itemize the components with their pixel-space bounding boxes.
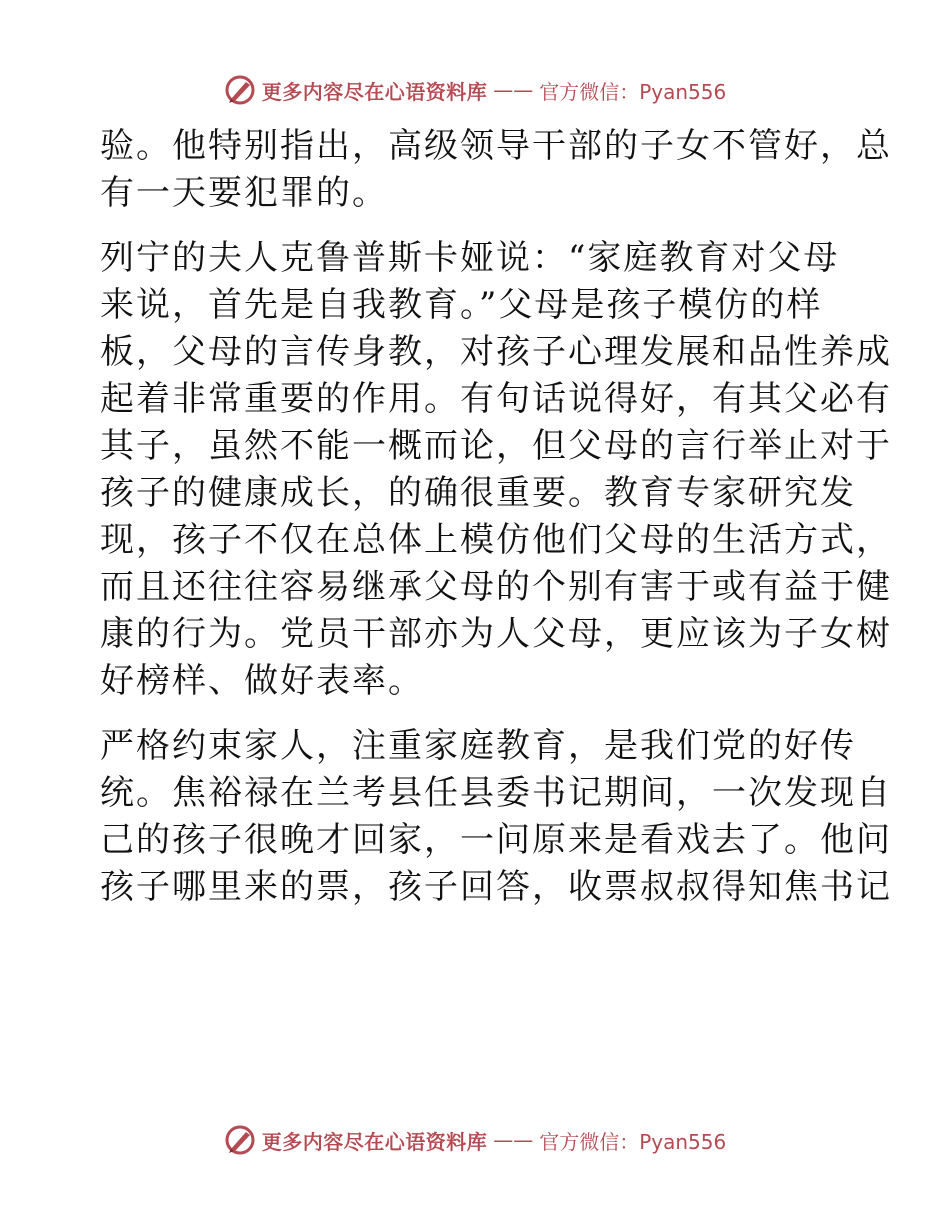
paragraph-1 — [100, 123, 892, 217]
text-line: 现，孩子不仅在总体上模仿他们父母的生活方式， — [100, 520, 892, 560]
text-line: 严格约束家人，注重家庭教育，是我们党的好传 — [100, 726, 856, 766]
paragraph-2 — [100, 235, 892, 705]
text-line: 验。他特别指出，高级领导干部的子女不管好，总 — [100, 126, 892, 166]
pen-logo-icon — [224, 74, 256, 106]
paragraph-3 — [100, 723, 892, 911]
document-body — [100, 123, 892, 929]
text-line: 孩子的健康成长，的确很重要。教育专家研究发 — [100, 473, 856, 513]
text-line: 来说，首先是自我教育。”父母是孩子模仿的样 — [100, 285, 823, 325]
text-line: 而且还往往容易继承父母的个别有害于或有益于健 — [100, 567, 892, 607]
text-line: 统。焦裕禄在兰考县任县委书记期间，一次发现自 — [100, 773, 892, 813]
header-wechat: 官方微信：Pyan556 — [539, 79, 727, 104]
footer-slogan: 更多内容尽在心语资料库 — [261, 1129, 488, 1154]
header-slogan: 更多内容尽在心语资料库 — [261, 79, 488, 104]
header-banner — [0, 70, 950, 110]
text-line: 有一天要犯罪的。 — [100, 173, 388, 213]
text-line: 其子，虽然不能一概而论，但父母的言行举止对于 — [100, 426, 892, 466]
text-line: 己的孩子很晚才回家，一问原来是看戏去了。他问 — [100, 820, 892, 860]
footer-separator: —— — [493, 1128, 534, 1152]
text-line: 起着非常重要的作用。有句话说得好，有其父必有 — [100, 379, 892, 419]
text-line: 板，父母的言传身教，对孩子心理发展和品性养成 — [100, 332, 892, 372]
text-line: 孩子哪里来的票，孩子回答，收票叔叔得知焦书记 — [100, 867, 892, 907]
text-line: 康的行为。党员干部亦为人父母，更应该为子女树 — [100, 614, 892, 654]
pen-logo-icon — [224, 1124, 256, 1156]
header-separator: —— — [493, 78, 534, 102]
text-line: 列宁的夫人克鲁普斯卡娅说：“家庭教育对父母 — [100, 238, 840, 278]
text-line: 好榜样、做好表率。 — [100, 661, 424, 701]
footer-wechat: 官方微信：Pyan556 — [539, 1129, 727, 1154]
footer-banner — [0, 1120, 950, 1160]
